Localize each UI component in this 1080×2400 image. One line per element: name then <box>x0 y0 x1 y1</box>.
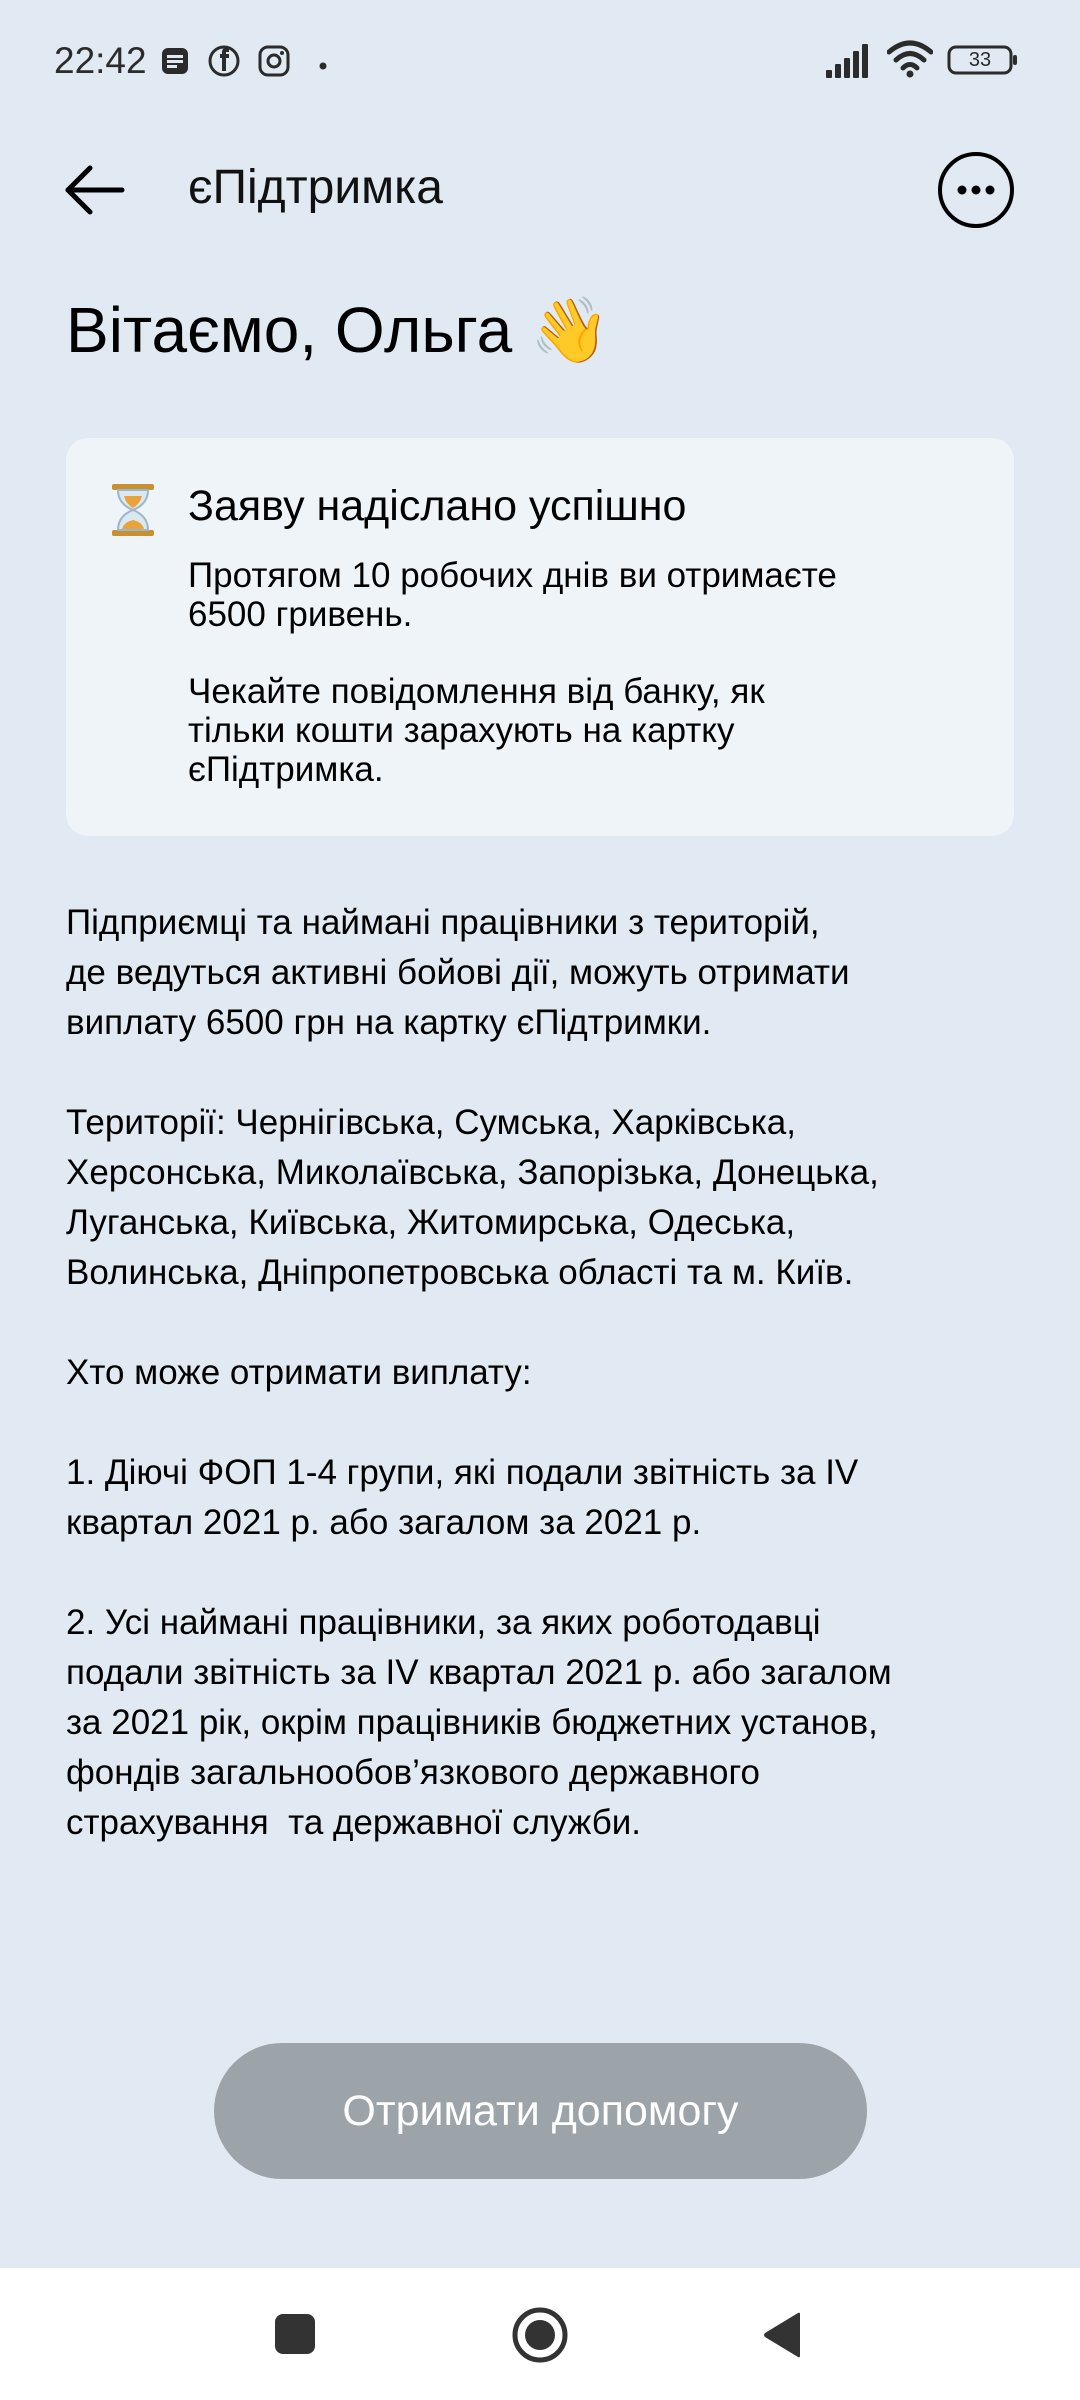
card-title: Заяву надіслано успішно <box>188 482 687 530</box>
more-horizontal-icon <box>936 150 1016 230</box>
wifi-icon <box>887 40 933 83</box>
signal-icon <box>826 44 874 83</box>
territories-paragraph: Території: Чернігівська, Сумська, Харківська, Херсонська, Миколаївська, Запорізька, Донецька, Луганська, Київська, Житомирська, Одеська, Волинська, Дніпропетровська області та м. Київ. <box>66 1103 879 1292</box>
status-time: 22:42 <box>54 40 147 81</box>
status-bar <box>0 0 1080 120</box>
dot-icon <box>319 57 327 75</box>
card-text-2: Чекайте повідомлення від банку, як тільки кошти зарахують на картку єПідтримка. <box>188 672 765 789</box>
get-help-button[interactable]: Отримати допомогу <box>214 2043 867 2179</box>
instagram-icon <box>257 44 291 83</box>
eligibility-item-1: 1. Діючі ФОП 1-4 групи, які подали звітність за IV квартал 2021 р. або загалом за 2021 р. <box>66 1453 859 1542</box>
back-button[interactable] <box>58 150 138 230</box>
eligibility-heading: Хто може отримати виплату: <box>66 1353 532 1392</box>
hourglass-icon <box>110 482 156 543</box>
eligibility-item-2: 2. Усі наймані працівники, за яких роботодавці подали звітність за IV квартал 2021 р. або загалом за 2021 рік, окрім працівників бюджетних установ, фондів загальнообов’язкового державного страхування та державної служби. <box>66 1603 892 1842</box>
arrow-left-icon <box>58 150 138 230</box>
home-circle-icon[interactable] <box>511 2306 569 2369</box>
greeting-title: Вітаємо, Ольга 👋 <box>66 294 610 366</box>
application-status-card <box>66 438 1014 836</box>
page-title: єПідтримка <box>188 161 443 214</box>
message-icon <box>160 46 190 81</box>
back-triangle-icon[interactable] <box>760 2310 804 2365</box>
system-nav-bar <box>0 2268 1080 2400</box>
info-paragraph: Підприємці та наймані працівники з територій, де ведуться активні бойові дії, можуть отримати виплату 6500 грн на картку єПідтримки. <box>66 903 850 1042</box>
more-options-button[interactable] <box>936 150 1016 230</box>
battery-level: 33 <box>968 49 992 71</box>
info-text <box>66 898 1026 1898</box>
recent-apps-square-icon[interactable] <box>274 2313 316 2360</box>
card-text-1: Протягом 10 робочих днів ви отримаєте 6500 гривень. <box>188 556 837 634</box>
app-header <box>0 130 1080 250</box>
facebook-icon <box>207 44 241 83</box>
